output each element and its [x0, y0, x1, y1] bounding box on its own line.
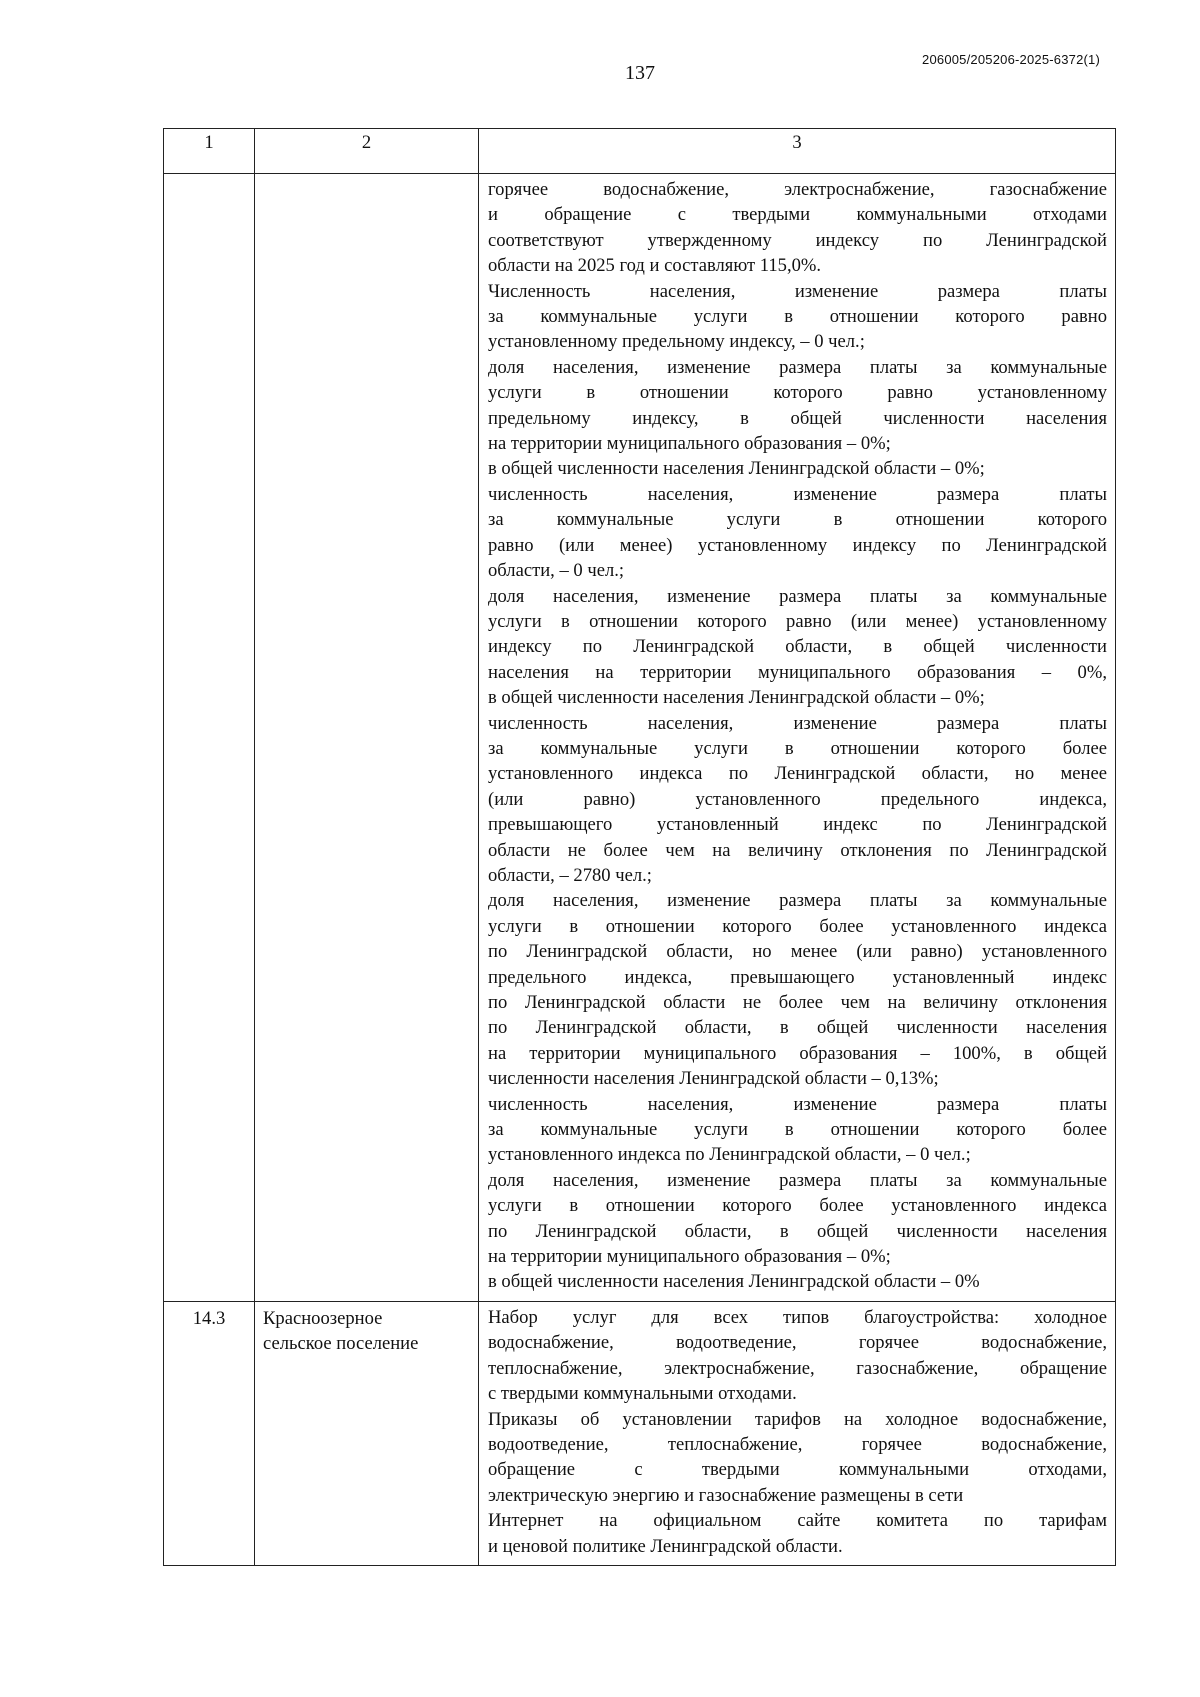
text-line: (или равно) установленного предельного индекса,	[488, 788, 1107, 810]
text-line: Интернет на официальном сайте комитета по тарифам	[488, 1510, 1107, 1532]
text-line: численность населения, изменение размера платы	[488, 712, 1107, 734]
text-line: водоснабжение, водоотведение, горячее водоснабжение,	[488, 1332, 1107, 1354]
text-line: области не более чем на величину отклонения по Ленинградской	[488, 839, 1107, 861]
text-line: за коммунальные услуги в отношении которого равно	[488, 306, 1107, 328]
settlement-name-cell	[255, 174, 479, 1302]
text-line: услуги в отношении которого более установленного индекса	[488, 915, 1107, 937]
text-line: области, – 2780 чел.;	[488, 864, 652, 886]
text-line: области, – 0 чел.;	[488, 560, 625, 582]
text-line: Численность населения, изменение размера платы	[488, 280, 1107, 302]
text-line: установленного индекса по Ленинградской области, – 0 чел.;	[488, 1144, 971, 1166]
text-line: населения на территории муниципального образования – 0%,	[488, 661, 1107, 683]
text-line: водоотведение, теплоснабжение, горячее водоснабжение,	[488, 1433, 1107, 1455]
text-line: доля населения, изменение размера платы за коммунальные	[488, 890, 1107, 912]
row-number-cell	[164, 174, 255, 1302]
text-line: по Ленинградской области, в общей численности населения	[488, 1017, 1107, 1039]
document-table	[163, 128, 1116, 1566]
text-line: соответствуют утвержденному индексу по Ленинградской	[488, 229, 1107, 251]
text-line: доля населения, изменение размера платы за коммунальные	[488, 356, 1107, 378]
text-line: в общей численности населения Ленинградской области – 0%;	[488, 687, 985, 709]
text-line: численность населения, изменение размера платы	[488, 483, 1107, 505]
text-line: электрическую энергию и газоснабжение размещены в сети	[488, 1484, 964, 1506]
text-line: и ценовой политике Ленинградской области.	[488, 1535, 843, 1557]
text-line: и обращение с твердыми коммунальными отходами	[488, 204, 1107, 226]
text-line: установленному предельному индексу, – 0 чел.;	[488, 331, 865, 353]
text-line: обращение с твердыми коммунальными отходами,	[488, 1459, 1107, 1481]
text-line: за коммунальные услуги в отношении которого более	[488, 737, 1107, 759]
text-line: установленного индекса по Ленинградской области, но менее	[488, 763, 1107, 785]
text-line: превышающего установленный индекс по Ленинградской	[488, 814, 1107, 836]
text-line: Приказы об установлении тарифов на холодное водоснабжение,	[488, 1408, 1107, 1430]
table-row	[164, 174, 1116, 1302]
text-line: численность населения, изменение размера платы	[488, 1093, 1107, 1115]
text-line: на территории муниципального образования – 100%, в общей	[488, 1042, 1107, 1064]
text-line: по Ленинградской области, в общей численности населения	[488, 1220, 1107, 1242]
table-row	[164, 1301, 1116, 1565]
text-line: Набор услуг для всех типов благоустройства: холодное	[488, 1306, 1107, 1328]
description-cell	[479, 174, 1116, 1302]
text-line: доля населения, изменение размера платы за коммунальные	[488, 1169, 1107, 1191]
text-line: на территории муниципального образования – 0%;	[488, 1246, 891, 1268]
row-number-cell: 14.3	[164, 1301, 255, 1565]
settlement-name-cell	[255, 1301, 479, 1565]
column-header-2: 2	[255, 129, 479, 174]
text-line: равно (или менее) установленному индексу по Ленинградской	[488, 534, 1107, 556]
text-line: услуги в отношении которого равно (или менее) установленному	[488, 610, 1107, 632]
text-line: предельному индексу, в общей численности населения	[488, 407, 1107, 429]
text-line: в общей численности населения Ленинградской области – 0%;	[488, 458, 985, 480]
column-header-3: 3	[479, 129, 1116, 174]
text-line: теплоснабжение, электроснабжение, газоснабжение, обращение	[488, 1357, 1107, 1379]
text-line: в общей численности населения Ленинградской области – 0%	[488, 1271, 980, 1293]
text-line: предельного индекса, превышающего установленный индекс	[488, 966, 1107, 988]
text-line: численности населения Ленинградской области – 0,13%;	[488, 1068, 939, 1090]
text-line: за коммунальные услуги в отношении которого	[488, 509, 1107, 531]
text-line: индексу по Ленинградской области, в общей численности	[488, 636, 1107, 658]
text-line: по Ленинградской области, но менее (или равно) установленного	[488, 941, 1107, 963]
text-line: сельское поселение	[263, 1333, 419, 1355]
text-line: по Ленинградской области не более чем на величину отклонения	[488, 992, 1107, 1013]
column-header-1: 1	[164, 129, 255, 174]
table-header-row	[164, 129, 1116, 174]
text-line: услуги в отношении которого более установленного индекса	[488, 1195, 1107, 1217]
text-line: доля населения, изменение размера платы за коммунальные	[488, 585, 1107, 607]
text-line: услуги в отношении которого равно установленному	[488, 382, 1107, 404]
text-line: Красноозерное	[263, 1307, 383, 1329]
text-line: на территории муниципального образования – 0%;	[488, 433, 891, 455]
text-line: горячее водоснабжение, электроснабжение, газоснабжение	[488, 179, 1107, 200]
text-line: области на 2025 год и составляют 115,0%.	[488, 255, 822, 277]
text-line: с твердыми коммунальными отходами.	[488, 1383, 797, 1405]
document-code: 206005/205206-2025-6372(1)	[922, 52, 1100, 67]
description-cell	[479, 1301, 1116, 1565]
page-number: 137	[625, 62, 655, 84]
text-line: за коммунальные услуги в отношении которого более	[488, 1119, 1107, 1141]
